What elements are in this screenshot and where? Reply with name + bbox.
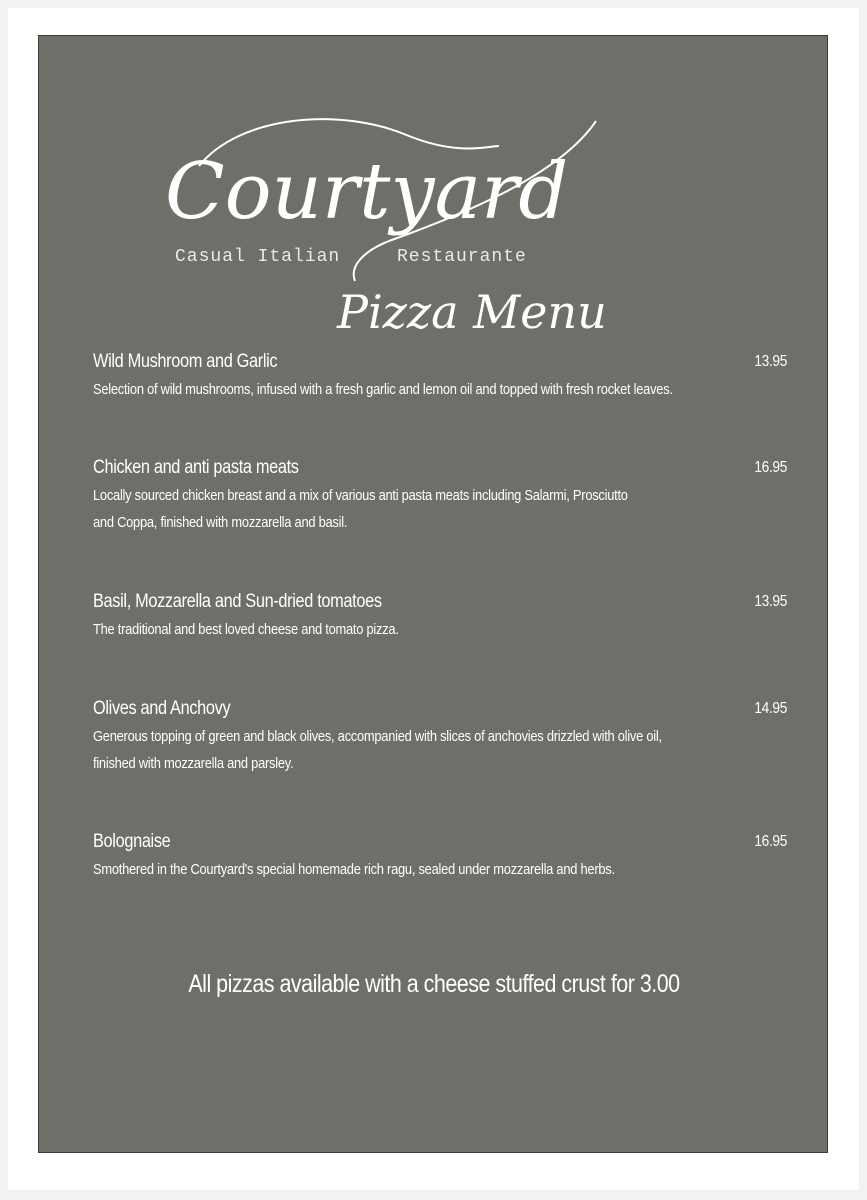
brand-name: Courtyard	[165, 147, 569, 237]
menu-item-name: Basil, Mozzarella and Sun-dried tomatoes	[93, 591, 382, 612]
menu-item-description	[93, 723, 747, 777]
menu-item-chicken-anti-pasta	[93, 457, 787, 536]
menu-item-description: Selection of wild mushrooms, infused with a fresh garlic and lemon oil and topped with fresh rocket leaves.	[93, 381, 673, 398]
menu-item-price: 13.95	[754, 593, 787, 610]
menu-item-wild-mushroom	[93, 351, 787, 403]
menu-item-price: 13.95	[754, 353, 787, 370]
tagline-right: Restaurante	[397, 247, 527, 267]
menu-item-description: Smothered in the Courtyard's special homemade rich ragu, sealed under mozzarella and herbs.	[93, 861, 615, 878]
menu-item-name: Chicken and anti pasta meats	[93, 457, 299, 478]
menu-item-description-line: Generous topping of green and black olives, accompanied with slices of anchovies drizzled with olive oil,	[93, 728, 662, 745]
menu-item-olives-anchovy	[93, 698, 787, 777]
menu-item-name: Olives and Anchovy	[93, 698, 231, 719]
menu-item-description-line: and Coppa, finished with mozzarella and basil.	[93, 514, 348, 531]
menu-title: Pizza Menu	[337, 285, 607, 339]
menu-item-bolognaise	[93, 831, 787, 883]
logo-graphic	[159, 106, 619, 366]
menu-item-name: Bolognaise	[93, 831, 171, 852]
menu-item-price: 16.95	[754, 833, 787, 850]
menu-item-description: The traditional and best loved cheese and tomato pizza.	[93, 621, 399, 638]
courtyard-logo	[159, 106, 619, 366]
menu-item-basil-mozzarella	[93, 591, 787, 643]
menu-item-description-line: finished with mozzarella and parsley.	[93, 755, 294, 772]
menu-item-description-line: Locally sourced chicken breast and a mix of various anti pasta meats including Salarmi, Prosciutto	[93, 487, 628, 504]
menu-item-description	[93, 482, 747, 536]
tagline-left: Casual Italian	[175, 247, 341, 267]
menu-item-price: 14.95	[754, 700, 787, 717]
menu-item-price: 16.95	[754, 459, 787, 476]
stuffed-crust-note: All pizzas available with a cheese stuffed crust for 3.00	[188, 970, 680, 998]
menu-page	[38, 35, 828, 1153]
menu-item-name: Wild Mushroom and Garlic	[93, 351, 278, 372]
